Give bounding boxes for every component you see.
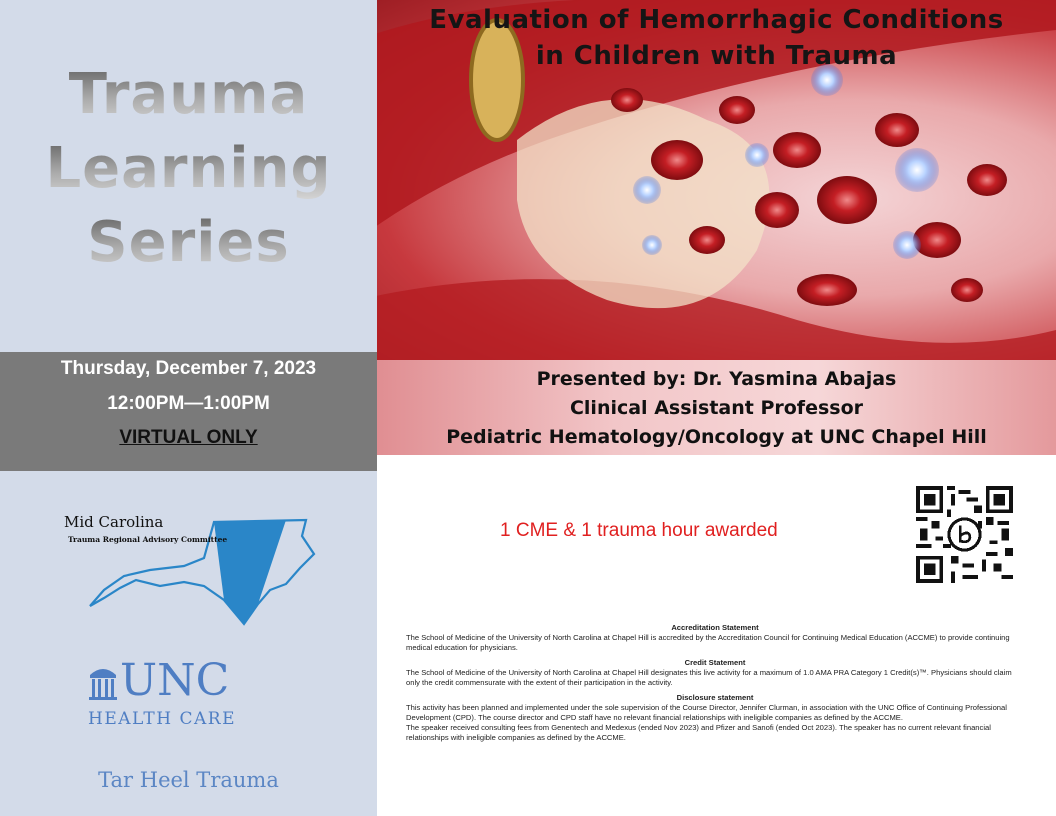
talk-title-line-1: Evaluation of Hemorrhagic Conditions: [429, 5, 1004, 35]
accreditation-text: The School of Medicine of the University of North Carolina at Chapel Hill is accredited by the Accreditation Council for Continuing Medical Education (ACCME) to provide continuing medical education for physicians.: [406, 633, 1010, 652]
disclosure-heading: Disclosure statement: [676, 693, 754, 702]
hero-image: [377, 0, 1056, 360]
presenter-info: [377, 360, 1056, 455]
disclosure-text-2: The speaker received consulting fees from Genentech and Medexus (ended Nov 2023) and Pfizer and Sanofi (ended Oct 2023). The speaker has no current relevant financial relationships with ineligible companies as defined by the ACCME.: [406, 723, 991, 742]
event-date: Thursday, December 7, 2023: [60, 358, 317, 379]
statements: [406, 618, 1024, 743]
unc-health-care-logo: [88, 655, 288, 739]
event-details: [0, 352, 377, 471]
event-time: 12:00PM—1:00PM: [107, 393, 270, 414]
disclosure-text-1: This activity has been planned and implemented under the sole supervision of the Course Director, Jennifer Clurman, in association with the UNC Office of Continuing Professional Development (CPD). The course director and CPD staff have no relevant financial relationships with ineligible companies as defined by the ACCME.: [406, 703, 1007, 722]
talk-title-line-2: in Children with Trauma: [535, 41, 898, 71]
old-well-icon: [88, 663, 118, 701]
presenter-name: Presented by: Dr. Yasmina Abajas: [536, 368, 897, 390]
tar-heel-trauma-logo: Tar Heel Trauma: [98, 768, 279, 792]
cme-award: 1 CME & 1 trauma hour awarded: [500, 520, 778, 541]
unc-subtitle: HEALTH CARE: [88, 709, 236, 729]
mid-carolina-subtitle: Trauma Regional Advisory Committee: [68, 535, 228, 544]
credit-text: The School of Medicine of the University of North Carolina at Chapel Hill designates this live activity for a maximum of 1.0 AMA PRA Category 1 Credit(s)™. Physicians should claim only the credit commensurate with the extent of their participation in the activity.: [406, 668, 1012, 687]
credit-heading: Credit Statement: [684, 658, 746, 667]
qr-code: [916, 486, 1013, 583]
accreditation-heading: Accreditation Statement: [671, 623, 759, 632]
mid-carolina-logo: [64, 506, 324, 626]
unc-name: UNC: [120, 655, 230, 706]
series-title-line-1: Trauma: [0, 62, 377, 127]
qr-code-icon: [916, 486, 1013, 583]
series-title-line-2: Learning: [0, 136, 377, 201]
presenter-role: Clinical Assistant Professor: [569, 397, 864, 419]
event-mode: VIRTUAL ONLY: [119, 427, 258, 448]
series-panel: [0, 0, 377, 352]
sponsor-logos: [0, 471, 377, 816]
mid-carolina-name: Mid Carolina: [64, 513, 164, 531]
series-title-line-3: Series: [0, 210, 377, 275]
presenter-department: Pediatric Hematology/Oncology at UNC Chapel Hill: [446, 426, 987, 448]
